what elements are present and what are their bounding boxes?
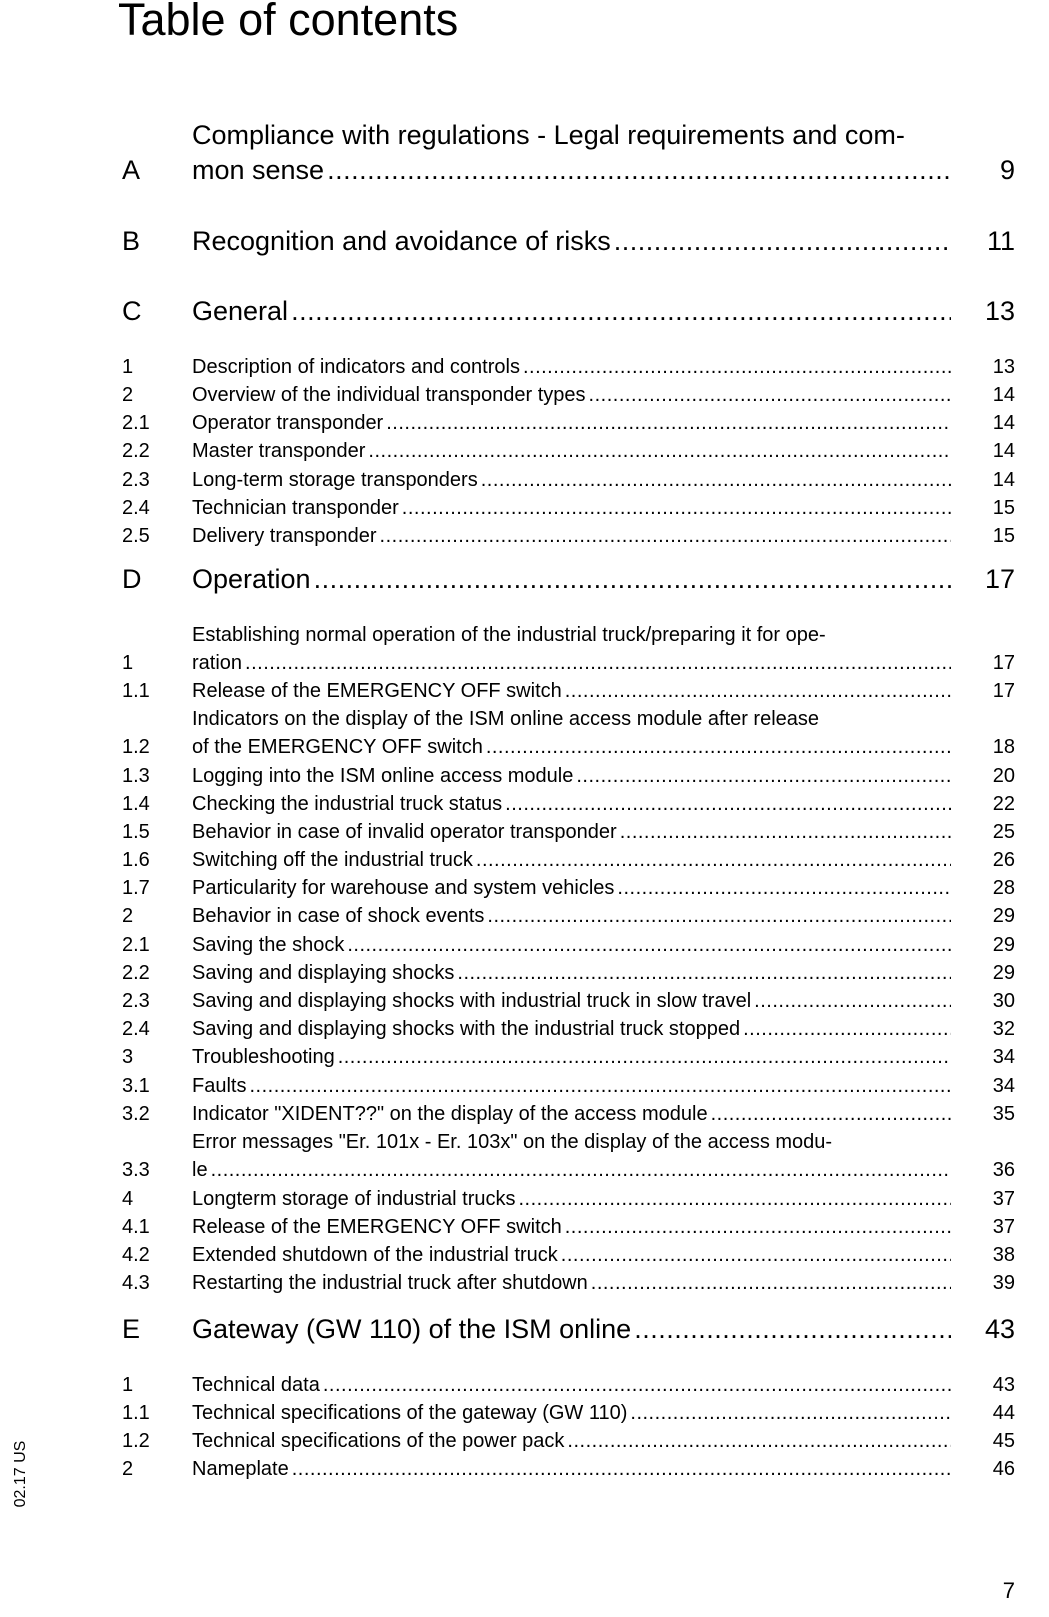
dot-leader	[567, 1430, 951, 1453]
toc-entry-page: 26	[992, 849, 1015, 871]
toc-entry-title: Logging into the ISM online access module	[192, 765, 574, 787]
dot-leader	[211, 1159, 951, 1182]
toc-entry[interactable]	[122, 1188, 1015, 1214]
toc-entry-title: Delivery transponder	[192, 525, 377, 547]
toc-entry-page: 34	[992, 1075, 1015, 1097]
toc-entry-title: Particularity for warehouse and system vehicles	[192, 877, 615, 899]
toc-entry-page: 22	[992, 793, 1015, 815]
toc-entry-number: 1.5	[122, 821, 150, 843]
toc-entry-page: 28	[992, 877, 1015, 899]
toc-entry-number: 1.2	[122, 1430, 150, 1452]
toc-entry-page: 17	[992, 652, 1015, 674]
toc-entry-page: 29	[992, 934, 1015, 956]
toc-entry-number: 2.3	[122, 469, 150, 491]
dot-leader	[476, 849, 951, 872]
toc-entry-title: Overview of the individual transponder types	[192, 384, 586, 406]
dot-leader	[617, 877, 951, 900]
toc-entry-number: C	[122, 296, 142, 326]
toc-entry-page: 14	[992, 440, 1015, 462]
toc-entry-title: Behavior in case of shock events	[192, 905, 485, 927]
toc-entry-title: of the EMERGENCY OFF switch	[192, 736, 483, 758]
toc-entry-page: 45	[992, 1430, 1015, 1452]
page-number: 7	[1002, 1578, 1015, 1603]
toc-entry[interactable]	[122, 525, 1015, 551]
toc-entry[interactable]	[122, 877, 1015, 903]
dot-leader	[486, 736, 951, 759]
dot-leader	[565, 1216, 951, 1239]
dot-leader	[347, 934, 951, 957]
dot-leader	[380, 525, 951, 548]
toc-entry-page: 32	[992, 1018, 1015, 1040]
toc-entry-title: mon sense	[192, 155, 325, 185]
dot-leader	[634, 1314, 951, 1345]
dot-leader	[338, 1046, 951, 1069]
toc-entry-page: 20	[992, 765, 1015, 787]
toc-entry[interactable]	[122, 1159, 1015, 1185]
toc-entry-number: 3	[122, 1046, 134, 1068]
toc-entry[interactable]	[122, 934, 1015, 960]
dot-leader	[614, 226, 951, 257]
dot-leader	[457, 962, 951, 985]
toc-entry-title: Faults	[192, 1075, 247, 1097]
toc-entry-title-line: Establishing normal operation of the industrial truck/preparing it for ope-	[192, 624, 826, 646]
toc-entry-number: 2.3	[122, 990, 150, 1012]
toc-entry-title: Operator transponder	[192, 412, 384, 434]
toc-entry-page: 13	[992, 356, 1015, 378]
dot-leader	[589, 384, 951, 407]
toc-entry-number: 3.1	[122, 1075, 150, 1097]
dot-leader	[505, 793, 951, 816]
toc-entry-page: 38	[992, 1244, 1015, 1266]
toc-entry-page: 13	[984, 296, 1015, 326]
toc-chapter[interactable]	[122, 564, 1015, 598]
page-title: Table of contents	[118, 0, 459, 45]
toc-entry[interactable]	[122, 1046, 1015, 1072]
dot-leader	[743, 1018, 951, 1041]
toc-entry-title: Gateway (GW 110) of the ISM online	[192, 1314, 632, 1344]
toc-entry-page: 43	[992, 1374, 1015, 1396]
toc-entry[interactable]	[122, 990, 1015, 1016]
toc-entry-number: 2	[122, 1458, 134, 1480]
toc-entry-number: 2.2	[122, 962, 150, 984]
toc-entry-title: Operation	[192, 564, 311, 594]
toc-entry[interactable]	[122, 905, 1015, 931]
toc-entry-title: Technical specifications of the gateway (GW 110)	[192, 1402, 628, 1424]
toc-entry-title: Nameplate	[192, 1458, 289, 1480]
toc-entry[interactable]	[122, 469, 1015, 495]
dot-leader	[519, 1188, 952, 1211]
toc-entry[interactable]	[122, 765, 1015, 791]
toc-entry-number: 2.4	[122, 497, 150, 519]
edition-label: 02.17 US	[12, 1440, 29, 1508]
dot-leader	[292, 1458, 951, 1481]
toc-entry-page: 36	[992, 1159, 1015, 1181]
toc-entry-title: ration	[192, 652, 243, 674]
toc-entry[interactable]	[122, 849, 1015, 875]
toc-entry-page: 15	[992, 525, 1015, 547]
toc-chapter[interactable]	[122, 296, 1015, 330]
toc-entry-number: A	[122, 155, 141, 185]
toc-entry-page: 18	[992, 736, 1015, 758]
toc-entry-title: Restarting the industrial truck after shutdown	[192, 1272, 588, 1294]
toc-entry[interactable]	[122, 440, 1015, 466]
toc-entry-page: 34	[992, 1046, 1015, 1068]
dot-leader	[323, 1374, 951, 1397]
dot-leader	[754, 990, 951, 1013]
toc-entry[interactable]	[122, 1374, 1015, 1400]
toc-entry[interactable]	[122, 497, 1015, 523]
dot-leader	[327, 155, 951, 186]
toc-entry[interactable]	[122, 1018, 1015, 1044]
toc-entry-title: Technical data	[192, 1374, 320, 1396]
toc-entry-page: 29	[992, 962, 1015, 984]
toc-entry[interactable]	[122, 1430, 1015, 1456]
toc-entry-title: Master transponder	[192, 440, 366, 462]
toc-entry-title: Saving and displaying shocks with the industrial truck stopped	[192, 1018, 741, 1040]
dot-leader	[291, 296, 951, 327]
toc-entry-number: 4.2	[122, 1244, 150, 1266]
dot-leader	[402, 497, 951, 520]
toc-entry[interactable]	[122, 1458, 1015, 1484]
toc-entry[interactable]	[122, 1244, 1015, 1270]
toc-entry-number: 2	[122, 905, 134, 927]
dot-leader	[711, 1103, 951, 1126]
toc-entry-number: 4.3	[122, 1272, 150, 1294]
dot-leader	[630, 1402, 951, 1425]
toc-chapter[interactable]	[122, 226, 1015, 260]
toc-entry-number: 1	[122, 652, 134, 674]
toc-entry-page: 17	[992, 680, 1015, 702]
toc-entry-title: Technician transponder	[192, 497, 399, 519]
toc-entry[interactable]	[122, 1103, 1015, 1129]
toc-entry-title: Troubleshooting	[192, 1046, 335, 1068]
toc-entry-number: 1.2	[122, 736, 150, 758]
toc-entry-title: Technical specifications of the power pack	[192, 1430, 565, 1452]
toc-entry-page: 46	[992, 1458, 1015, 1480]
toc-entry[interactable]	[122, 412, 1015, 438]
dot-leader	[591, 1272, 951, 1295]
toc-entry[interactable]	[122, 1272, 1015, 1298]
toc-entry-page: 14	[992, 384, 1015, 406]
toc-entry-number: 4	[122, 1188, 134, 1210]
dot-leader	[487, 905, 951, 928]
toc-entry-number: 1.1	[122, 1402, 150, 1424]
toc-entry-title: Switching off the industrial truck	[192, 849, 473, 871]
toc-chapter[interactable]	[122, 155, 1015, 189]
toc-chapter[interactable]	[122, 1314, 1015, 1348]
toc-entry-page: 17	[984, 564, 1015, 594]
toc-entry-title-line: Compliance with regulations - Legal requirements and com-	[192, 120, 905, 150]
toc-entry-title-line: Error messages "Er. 101x - Er. 103x" on the display of the access modu-	[192, 1131, 833, 1153]
toc-entry-number: 1.7	[122, 877, 150, 899]
toc-entry-title: Description of indicators and controls	[192, 356, 520, 378]
dot-leader	[576, 765, 951, 788]
toc-entry-number: 1.1	[122, 680, 150, 702]
toc-entry-page: 11	[986, 226, 1015, 256]
toc-entry-page: 37	[992, 1188, 1015, 1210]
dot-leader	[561, 1244, 951, 1267]
toc-entry-page: 25	[992, 821, 1015, 843]
toc-entry-title: le	[192, 1159, 208, 1181]
toc-entry-page: 43	[984, 1314, 1015, 1344]
toc-entry-title: Saving the shock	[192, 934, 345, 956]
toc-entry[interactable]	[122, 1402, 1015, 1428]
toc-entry-page: 29	[992, 905, 1015, 927]
dot-leader	[620, 821, 951, 844]
toc-entry-number: E	[122, 1314, 141, 1344]
toc-entry-page: 15	[992, 497, 1015, 519]
toc-entry-number: D	[122, 564, 142, 594]
toc-entry[interactable]	[122, 821, 1015, 847]
toc-entry-page: 9	[999, 155, 1015, 185]
toc-entry-page: 35	[992, 1103, 1015, 1125]
toc-entry-page: 44	[992, 1402, 1015, 1424]
toc-entry-number: 2.1	[122, 934, 150, 956]
dot-leader	[481, 469, 951, 492]
toc-entry-title: Recognition and avoidance of risks	[192, 226, 611, 256]
toc-entry-page: 39	[992, 1272, 1015, 1294]
toc-entry[interactable]	[122, 1216, 1015, 1242]
toc-entry-title: Saving and displaying shocks	[192, 962, 455, 984]
toc-entry-number: 2.4	[122, 1018, 150, 1040]
toc-entry-number: 1	[122, 356, 134, 378]
toc-entry-number: 2	[122, 384, 134, 406]
toc-entry[interactable]	[122, 1075, 1015, 1101]
dot-leader	[249, 1075, 951, 1098]
toc-entry-number: 2.2	[122, 440, 150, 462]
toc-entry[interactable]	[122, 652, 1015, 678]
dot-leader	[314, 564, 951, 595]
toc-entry-number: 1.4	[122, 793, 150, 815]
dot-leader	[368, 440, 951, 463]
toc-entry-number: 1	[122, 1374, 134, 1396]
toc-entry-title: Long-term storage transponders	[192, 469, 478, 491]
toc-entry-number: 3.3	[122, 1159, 150, 1181]
toc-entry-title: Checking the industrial truck status	[192, 793, 503, 815]
toc-entry-number: 4.1	[122, 1216, 150, 1238]
toc-entry-title: Saving and displaying shocks with industrial truck in slow travel	[192, 990, 752, 1012]
toc-entry[interactable]	[122, 736, 1015, 762]
toc-entry-title: Release of the EMERGENCY OFF switch	[192, 680, 562, 702]
dot-leader	[386, 412, 951, 435]
toc-entry[interactable]	[122, 680, 1015, 706]
toc-entry-number: 1.6	[122, 849, 150, 871]
toc-entry-title: Behavior in case of invalid operator transponder	[192, 821, 617, 843]
toc-entry-number: 3.2	[122, 1103, 150, 1125]
toc-entry-title: Longterm storage of industrial trucks	[192, 1188, 516, 1210]
toc-entry-title: Extended shutdown of the industrial truck	[192, 1244, 558, 1266]
dot-leader	[245, 652, 951, 675]
toc-entry[interactable]	[122, 356, 1015, 382]
toc-entry-number: B	[122, 226, 141, 256]
toc-entry-title-line: Indicators on the display of the ISM online access module after release	[192, 708, 820, 730]
toc-entry-title: Release of the EMERGENCY OFF switch	[192, 1216, 562, 1238]
toc-entry-number: 2.1	[122, 412, 150, 434]
toc-entry-page: 14	[992, 412, 1015, 434]
toc-entry-page: 37	[992, 1216, 1015, 1238]
toc-entry[interactable]	[122, 793, 1015, 819]
dot-leader	[565, 680, 951, 703]
toc-entry-title: Indicator "XIDENT??" on the display of the access module	[192, 1103, 708, 1125]
toc-entry-title: General	[192, 296, 289, 326]
toc-entry-page: 30	[992, 990, 1015, 1012]
toc-entry[interactable]	[122, 384, 1015, 410]
toc-entry[interactable]	[122, 962, 1015, 988]
toc-entry-number: 1.3	[122, 765, 150, 787]
toc-entry-page: 14	[992, 469, 1015, 491]
dot-leader	[523, 356, 951, 379]
toc-entry-number: 2.5	[122, 525, 150, 547]
